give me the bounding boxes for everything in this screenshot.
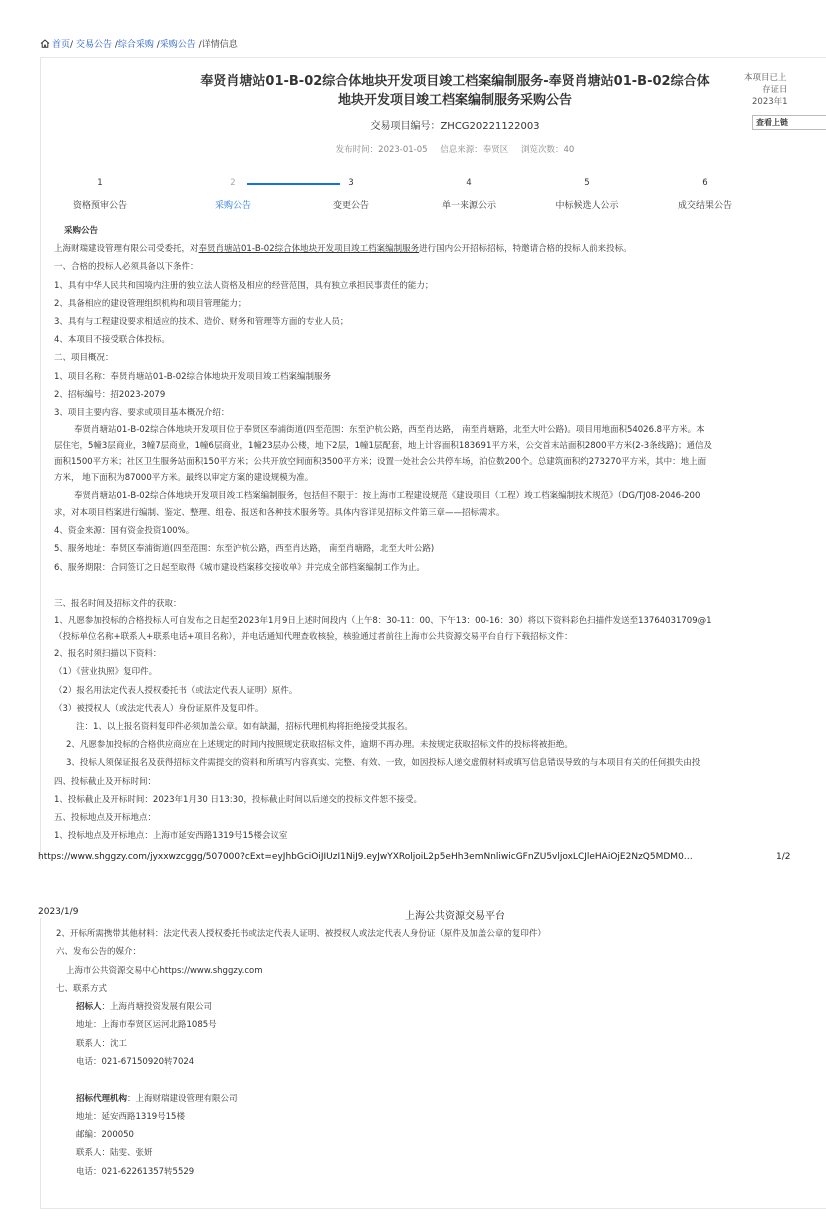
project-link[interactable]: 奉贤肖塘站01-B-02综合体地块开发项目竣工档案编制服务 xyxy=(198,244,420,255)
section-heading: 采购公告 xyxy=(64,226,99,236)
text-line: 4、资金来源：国有资金投资100%。 xyxy=(54,526,195,537)
tenderer-address: 地址：上海市奉贤区运河北路1085号 xyxy=(76,1020,217,1031)
publish-time: 发布时间：2023-01-05 xyxy=(335,145,428,155)
project-number: 交易项目编号：ZHCG20221122003 xyxy=(370,121,540,132)
text-line: 2、招标编号：招2023-2079 xyxy=(54,389,166,400)
text-line: 层住宅，5幢3层商业，3幢7层商业，1幢6层商业，1幢23层办公楼，地下2层，1幢1层配套，地上计容面积183691平方米，公交首末站面积2800平方米(2-3条线路)；通信及 xyxy=(54,441,712,452)
agent-address: 地址：延安西路1319号15楼 xyxy=(76,1111,185,1122)
step-4[interactable]: 4 单一来源公示 xyxy=(441,178,496,211)
text-line: 2、具备相应的建设管理组织机构和项目管理能力； xyxy=(54,298,247,309)
text-line: 方米， 地下面积为87000平方米。最终以审定方案的建设规模为准。 xyxy=(54,473,314,484)
text-line: 1、投标截止及开标时间：2023年1月30 日13:30，投标截止时间以后递交的投标文件恕不接受。 xyxy=(54,794,422,805)
step-1[interactable]: 1 资格预审公告 xyxy=(72,178,127,211)
note-line: 注：1、以上报名资料复印件必须加盖公章。如有缺漏，招标代理机构将拒绝接受其报名。 xyxy=(76,722,413,733)
agent-contact: 联系人：陆雯、张妍 xyxy=(76,1148,153,1159)
view-chain-button[interactable]: 查看上链 xyxy=(752,115,826,130)
text-line: 3、具有与工程建设要求相适应的技术、造价、财务和管理等方面的专业人员； xyxy=(54,317,349,328)
page-title: 奉贤肖塘站01-B-02综合体地块开发项目竣工档案编制服务-奉贤肖塘站01-B-02综合体地块开发项目竣工档案编制服务采购公告 xyxy=(200,74,710,108)
info-source: 信息来源：奉贤区 xyxy=(440,145,509,155)
print-page-number: 1/2 xyxy=(776,852,791,862)
section-6-title: 六、发布公告的媒介： xyxy=(56,947,142,958)
breadcrumb: 首页/ 交易公告 /综合采购 /采购公告 /详情信息 xyxy=(40,37,238,50)
notice-body-page2 xyxy=(56,925,826,1181)
agent-zip: 邮编：200050 xyxy=(76,1130,134,1141)
text-line: （1）《营业执照》复印件。 xyxy=(54,667,158,678)
text-line: （2）报名用法定代表人授权委托书（或法定代表人证明）原件。 xyxy=(54,685,298,696)
text-line: 面积1500平方米；社区卫生服务站面积150平方米；公共开放空间面积3500平方米；设置一处社会公共停车场，泊位数200个。总建筑面积约273270平方米，其中：地上面 xyxy=(54,457,707,468)
text-line: 3、项目主要内容、要求或项目基本概况介绍： xyxy=(54,408,230,419)
text-line: 奉贤肖塘站01-B-02综合体地块开发项目位于奉贤区奉浦街道(四至范围：东至沪杭公路，西至肖达路， 南至肖塘路，北至大叶公路)。项目用地面积54026.8平方米。本 xyxy=(74,425,705,436)
text-line: （投标单位名称+联系人+联系电话+项目名称），并电话通知代理查收核验，核验通过者前往上海市公共资源交易平台自行下载招标文件： xyxy=(54,632,573,643)
breadcrumb-link-trade-notice[interactable]: 交易公告 xyxy=(75,40,112,50)
section-1-title: 一、合格的投标人必须具备以下条件： xyxy=(54,262,199,273)
notice-body xyxy=(56,222,826,845)
text-line: 5、服务地址：奉贤区奉浦街道(四至范围：东至沪杭公路，西至肖达路， 南至肖塘路，北至大叶公路) xyxy=(54,544,435,555)
step-2[interactable]: 2 采购公告 xyxy=(214,178,251,211)
breadcrumb-home-link[interactable]: 首页 xyxy=(52,40,71,50)
breadcrumb-link-general-purchase[interactable]: 综合采购 xyxy=(117,40,154,50)
text-line: 2、开标所需携带其他材料：法定代表人授权委托书或法定代表人证明、被授权人或法定代表人身份证（原件及加盖公章的复印件） xyxy=(56,929,546,939)
step-3[interactable]: 3 变更公告 xyxy=(332,178,369,211)
text-line: （3）被授权人（或法定代表人）身份证原件及复印件。 xyxy=(54,703,264,714)
text-line: 6、服务期限：合同签订之日起至取得《城市建设档案移交接收单》并完成全部档案编制工作为止。 xyxy=(54,562,425,573)
text-line: 4、本项目不接受联合体投标。 xyxy=(54,335,170,346)
note-line: 3、投标人须保证报名及获得招标文件需提交的资料和所填写内容真实、完整、有效、一致，如因投标人递交虚假材料或填写信息错误导致的与本项目有关的任何损失由投 xyxy=(66,758,701,769)
print-header-title: 上海公共资源交易平台 xyxy=(405,911,505,922)
section-3-title: 三、报名时间及招标文件的获取： xyxy=(54,599,182,610)
print-header-date: 2023/1/9 xyxy=(38,907,79,917)
breadcrumb-current: 详情信息 xyxy=(201,40,238,50)
process-steps xyxy=(40,178,826,218)
print-footer-url: https://www.shggzy.com/jyxxwzcggg/507000?cExt=eyJhbGciOiJIUzI1NiJ9.eyJwYXRoljoiL2p5eHh3emNnliwicGFnZU5vljoxLCJleHAiOjE2NzQ5MDM0… xyxy=(38,852,693,862)
tenderer-line: 招标人：上海肖塘投资发展有限公司 xyxy=(76,1002,213,1013)
breadcrumb-link-purchase-notice[interactable]: 采购公告 xyxy=(159,40,196,50)
text-line: 2、报名时须扫描以下资料： xyxy=(54,649,162,660)
text-line: 1、项目名称：奉贤肖塘站01-B-02综合体地块开发项目竣工档案编制服务 xyxy=(54,371,332,382)
blockchain-note: 本项目已上 存证日 2023年1 xyxy=(744,73,788,107)
text-line: 求，对本项目档案进行编制、鉴定、整理、组卷、报送和各种技术服务等。具体内容详见招标文件第三章——招标需求。 xyxy=(54,508,505,519)
tenderer-phone: 电话：021-67150920转7024 xyxy=(76,1057,195,1068)
section-7-title: 七、联系方式 xyxy=(56,983,108,994)
agent-line: 招标代理机构：上海财瑞建设管理有限公司 xyxy=(76,1093,238,1104)
home-icon xyxy=(40,39,50,48)
media-site: 上海市公共资源交易中心https://www.shggzy.com xyxy=(66,965,263,976)
tenderer-contact: 联系人：沈工 xyxy=(76,1038,128,1049)
agent-phone: 电话：021-62261357转5529 xyxy=(76,1166,195,1177)
view-count: 浏览次数：40 xyxy=(521,145,575,155)
note-line: 2、凡愿参加投标的合格供应商应在上述规定的时间内按照规定获取招标文件，逾期不再办理。未按规定获取招标文件的投标将被拒绝。 xyxy=(66,740,573,751)
text-line: 1、凡愿参加投标的合格投标人可自发布之日起至2023年1月9日上述时间段内（上午8：30-11：00、下午13：00-16：30）将以下资料彩色扫描件发送至13764031709@1 xyxy=(54,616,712,627)
section-4-title: 四、投标截止及开标时间： xyxy=(54,776,157,787)
step-6[interactable]: 6 成交结果公告 xyxy=(677,178,732,211)
meta-info xyxy=(195,143,715,155)
step-5[interactable]: 5 中标候选人公示 xyxy=(555,178,619,211)
text-line: 1、投标地点及开标地点：上海市延安西路1319号15楼会议室 xyxy=(54,831,288,842)
intro-paragraph: 上海财瑞建设管理有限公司受委托，对奉贤肖塘站01-B-02综合体地块开发项目竣工档案编制服务进行国内公开招标招标，特邀请合格的投标人前来投标。 xyxy=(54,244,632,255)
section-5-title: 五、投标地点及开标地点： xyxy=(54,813,157,824)
section-2-title: 二、项目概况： xyxy=(54,353,114,364)
text-line: 1、具有中华人民共和国境内注册的独立法人资格及相应的经营范围，具有独立承担民事责任的能力； xyxy=(54,280,434,291)
text-line: 奉贤肖塘站01-B-02综合体地块开发项目竣工档案编制服务，包括但不限于：按上海市工程建设规范《建设项目（工程）竣工档案编制技术规范》（DG/TJ08-2046-200 xyxy=(74,491,701,502)
